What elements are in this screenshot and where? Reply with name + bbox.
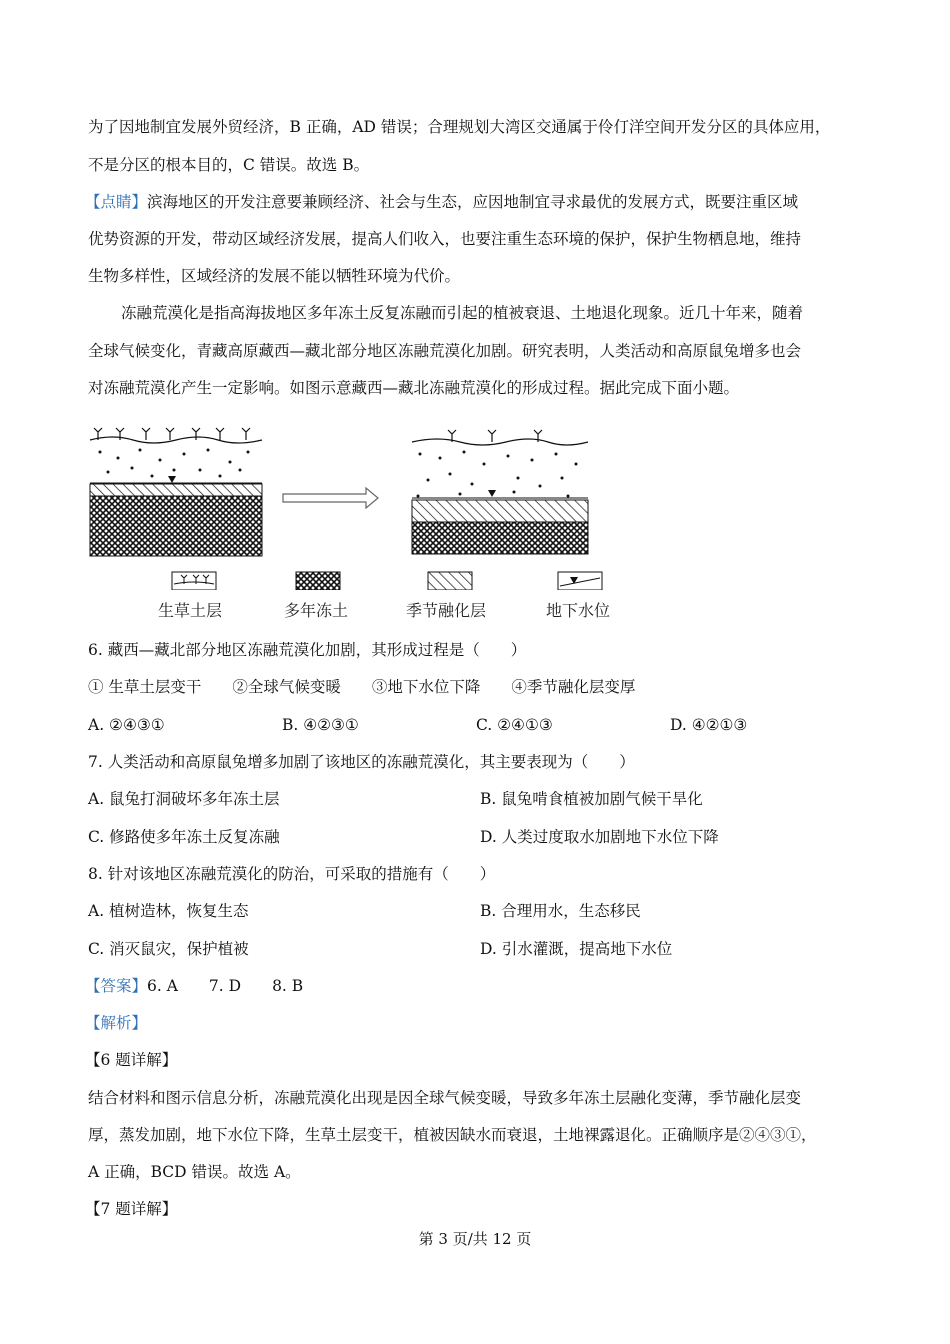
permafrost-desertification-figure: [88, 420, 628, 625]
answer-text: 6. A 7. D 8. B: [147, 977, 304, 995]
q6-stem: 6. 藏西—藏北部分地区冻融荒漠化加剧，其形成过程是（ ）: [88, 641, 527, 659]
text-line: 不是分区的根本目的，C 错误。故选 B。: [88, 156, 370, 174]
q6-detail-line: A 正确，BCD 错误。故选 A。: [88, 1163, 301, 1181]
text-line: 生物多样性，区域经济的发展不能以牺牲环境为代价。: [88, 267, 461, 285]
q8-stem: 8. 针对该地区冻融荒漠化的防治，可采取的措施有（ ）: [88, 865, 496, 883]
q7-option-d: D. 人类过度取水加剧地下水位下降: [480, 828, 719, 846]
process-arrow: [283, 488, 378, 508]
before-profile: [90, 428, 262, 556]
q6-option-b: B. ④②③①: [282, 716, 359, 734]
text-line: 优势资源的开发，带动区域经济发展，提高人们收入，也要注重生态环境的保护，保护生物栖息地，维持: [88, 230, 802, 248]
q6-detail-line: 结合材料和图示信息分析，冻融荒漠化出现是因全球气候变暖，导致多年冻土层融化变薄，季节融化层变: [88, 1089, 802, 1107]
q8-option-c: C. 消灭鼠灾，保护植被: [88, 940, 249, 958]
analysis-tag: 【解析】: [85, 1014, 148, 1032]
q7-option-b: B. 鼠兔啃食植被加剧气候干旱化: [480, 790, 703, 808]
q6-option-a: A. ②④③①: [88, 716, 165, 734]
text-line: 为了因地制宜发展外贸经济，B 正确，AD 错误；合理规划大湾区交通属于伶仃洋空间开发分区的具体应用，: [88, 118, 831, 136]
passage-line: 对冻融荒漠化产生一定影响。如图示意藏西—藏北冻融荒漠化的形成过程。据此完成下面小题。: [88, 379, 740, 397]
legend-water-label: 地下水位: [546, 601, 611, 620]
answer-line: [85, 976, 303, 996]
legend-water-symbol: [558, 572, 602, 590]
passage-line: 冻融荒漠化是指高海拔地区多年冻土反复冻融而引起的植被衰退、土地退化现象。近几十年来，随着: [121, 304, 804, 322]
q6-option-c: C. ②④①③: [476, 716, 553, 734]
dianjing-line: [85, 192, 798, 212]
q8-option-b: B. 合理用水，生态移民: [480, 902, 641, 920]
legend-permafrost-label: 多年冻土: [284, 601, 349, 620]
q6-detail-heading: 【6 题详解】: [85, 1051, 178, 1069]
q8-option-d: D. 引水灌溉，提高地下水位: [480, 940, 673, 958]
legend-seasonal-label: 季节融化层: [406, 601, 487, 620]
q7-option-c: C. 修路使多年冻土反复冻融: [88, 828, 280, 846]
figure-diagram: [88, 420, 628, 590]
passage-line: 全球气候变化，青藏高原藏西—藏北部分地区冻融荒漠化加剧。研究表明，人类活动和高原鼠兔增多也会: [88, 342, 802, 360]
answer-tag: 【答案】: [85, 977, 148, 995]
q7-option-a: A. 鼠兔打洞破坏多年冻土层: [88, 790, 280, 808]
q8-option-a: A. 植树造林，恢复生态: [88, 902, 249, 920]
q7-stem: 7. 人类活动和高原鼠兔增多加剧了该地区的冻融荒漠化，其主要表现为（ ）: [88, 753, 635, 771]
q6-detail-line: 厚，蒸发加剧，地下水位下降，生草土层变干，植被因缺水而衰退，土地裸露退化。正确顺序是②④③①，: [88, 1126, 817, 1144]
q6-items: ① 生草土层变干 ②全球气候变暖 ③地下水位下降 ④季节融化层变厚: [88, 678, 636, 696]
dianjing-tag: 【点睛】: [85, 193, 148, 211]
after-profile: [412, 430, 588, 554]
q7-detail-heading: 【7 题详解】: [85, 1200, 178, 1218]
legend-permafrost-symbol: [296, 572, 340, 590]
legend-seasonal-symbol: [428, 572, 472, 590]
q6-option-d: D. ④②①③: [670, 716, 748, 734]
page-footer: 第 3 页/共 12 页: [418, 1230, 532, 1248]
legend-grass-symbol: [172, 572, 216, 590]
dianjing-text: 滨海地区的开发注意要兼顾经济、社会与生态，应因地制宜寻求最优的发展方式，既要注重区域: [147, 193, 799, 211]
legend-grass-label: 生草土层: [158, 601, 223, 620]
